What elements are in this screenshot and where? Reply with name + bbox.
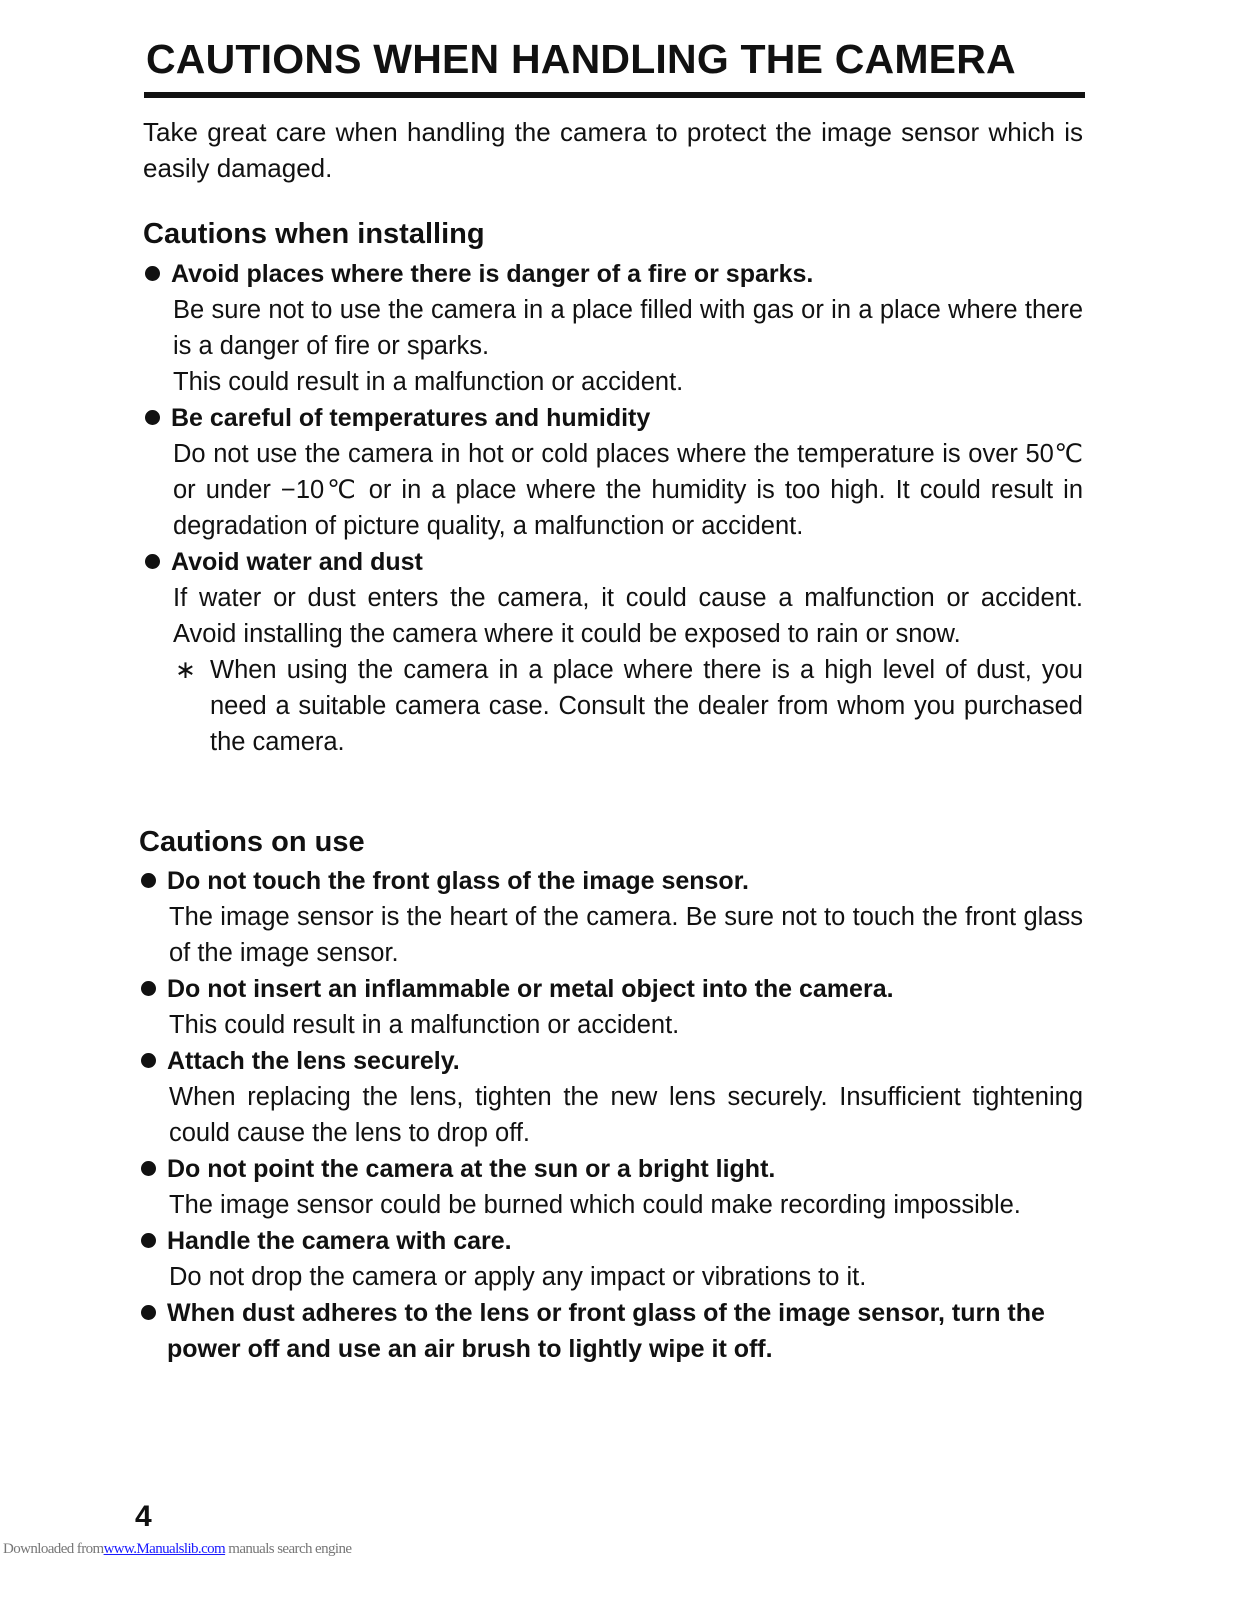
bullet-icon bbox=[145, 266, 160, 281]
caution-body: Be sure not to use the camera in a place filled with gas or in a place where there is a danger of fire or sparks. bbox=[173, 296, 1083, 360]
bullet-icon bbox=[141, 1053, 156, 1068]
use-caution-list bbox=[139, 863, 1083, 1367]
note-text: When using the camera in a place where there is a high level of dust, you need a suitable camera case. Consult the dealer from whom you purchased the camera. bbox=[210, 656, 1083, 756]
section-heading-use: Cautions on use bbox=[139, 826, 365, 858]
footer-suffix: manuals search engine bbox=[225, 1541, 352, 1557]
page-number: 4 bbox=[135, 1500, 152, 1533]
caution-body: Do not use the camera in hot or cold places where the temperature is over 50℃ or under −10℃ or in a place where the humidity is too high. It could result in degradation of picture quality, a malfunction or accident. bbox=[173, 440, 1083, 540]
caution-heading: Handle the camera with care. bbox=[167, 1227, 512, 1255]
bullet-icon bbox=[145, 554, 160, 569]
download-footer bbox=[3, 1541, 351, 1558]
page-title: CAUTIONS WHEN HANDLING THE CAMERA bbox=[146, 36, 1016, 82]
caution-item bbox=[139, 863, 1083, 971]
caution-item bbox=[143, 400, 1083, 544]
bullet-icon bbox=[145, 410, 160, 425]
caution-body: If water or dust enters the camera, it could cause a malfunction or accident. Avoid installing the camera where it could be exposed to rain or snow. bbox=[173, 584, 1083, 648]
caution-item bbox=[139, 1223, 1083, 1295]
caution-item bbox=[139, 1043, 1083, 1151]
caution-heading: Do not touch the front glass of the image sensor. bbox=[167, 867, 749, 895]
caution-heading: Be careful of temperatures and humidity bbox=[171, 404, 651, 432]
caution-body: The image sensor could be burned which could make recording impossible. bbox=[169, 1191, 1021, 1219]
caution-heading: Avoid places where there is danger of a fire or sparks. bbox=[171, 260, 814, 288]
caution-item bbox=[143, 256, 1083, 400]
caution-heading: When dust adheres to the lens or front glass of the image sensor, turn the power off and use an air brush to lightly wipe it off. bbox=[167, 1299, 1045, 1363]
caution-body: The image sensor is the heart of the camera. Be sure not to touch the front glass of the image sensor. bbox=[169, 903, 1083, 967]
caution-item bbox=[143, 544, 1083, 760]
caution-heading: Do not point the camera at the sun or a bright light. bbox=[167, 1155, 776, 1183]
caution-heading: Do not insert an inflammable or metal object into the camera. bbox=[167, 975, 894, 1003]
intro-paragraph: Take great care when handling the camera to protect the image sensor which is easily damaged. bbox=[143, 117, 1083, 183]
footer-prefix: Downloaded from bbox=[3, 1541, 104, 1557]
section-heading-installing: Cautions when installing bbox=[143, 218, 485, 250]
dust-note bbox=[143, 652, 1083, 760]
bullet-icon bbox=[141, 1161, 156, 1176]
bullet-icon bbox=[141, 1305, 156, 1320]
bullet-icon bbox=[141, 981, 156, 996]
title-rule bbox=[144, 92, 1085, 98]
caution-body: When replacing the lens, tighten the new lens securely. Insufficient tightening could cause the lens to drop off. bbox=[169, 1083, 1083, 1147]
installing-caution-list bbox=[143, 256, 1083, 760]
manualslib-link[interactable]: www.Manualslib.com bbox=[103, 1541, 226, 1557]
caution-body: This could result in a malfunction or accident. bbox=[173, 368, 684, 396]
bullet-icon bbox=[141, 873, 156, 888]
bullet-icon bbox=[141, 1233, 156, 1248]
caution-body: Do not drop the camera or apply any impact or vibrations to it. bbox=[169, 1263, 867, 1291]
caution-heading: Avoid water and dust bbox=[171, 548, 423, 576]
caution-body: This could result in a malfunction or accident. bbox=[169, 1011, 680, 1039]
caution-item bbox=[139, 1151, 1083, 1223]
caution-heading: Attach the lens securely. bbox=[167, 1047, 460, 1075]
caution-item bbox=[139, 971, 1083, 1043]
asterisk-icon: ∗ bbox=[175, 656, 196, 684]
caution-item bbox=[139, 1295, 1083, 1367]
